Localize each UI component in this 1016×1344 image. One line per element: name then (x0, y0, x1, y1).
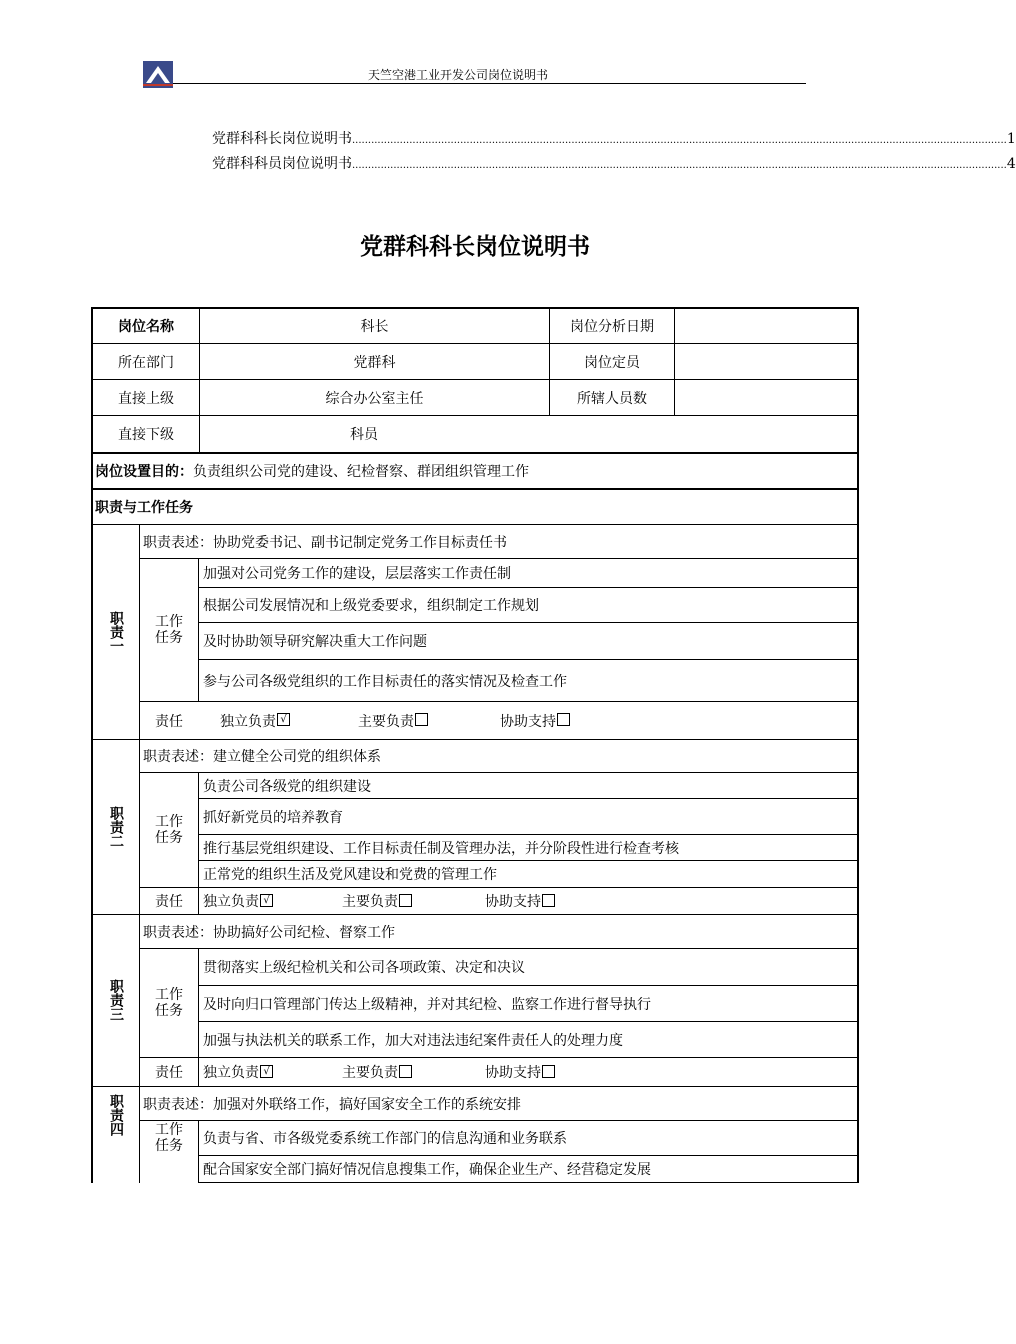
position-name-label: 岗位名称 (118, 319, 174, 335)
toc-page: 4 (1006, 156, 1016, 172)
duty-3-name: 职责三 (108, 979, 124, 1021)
superior-label: 直接上级 (118, 390, 174, 407)
superior-value: 综合办公室主任 (325, 390, 424, 407)
checkbox-checked-icon: √ (260, 1065, 273, 1078)
company-doc-title: 天竺空港工业开发公司岗位说明书 (368, 68, 549, 82)
headcount-value (675, 344, 857, 379)
duty-3-resp-label: 责任 (155, 1065, 183, 1081)
checkbox-icon (399, 894, 412, 907)
duty-1-name: 职责一 (108, 611, 124, 653)
staff-count-label: 所辖人员数 (577, 390, 647, 407)
duty-2-task-2: 抓好新党员的培养教育 (203, 809, 343, 826)
duty-2-assist-checkbox[interactable]: 协助支持 (485, 888, 605, 914)
toc-label: 党群科科长岗位说明书 (212, 131, 352, 147)
duty-1-task-4: 参与公司各级党组织的工作目标责任的落实情况及检查工作 (203, 673, 567, 690)
duty-2-work-tasks-label: 工作任务 (155, 814, 183, 846)
headcount-label: 岗位定员 (584, 354, 640, 371)
duty-1-independent-checkbox[interactable]: 独立负责 √ (220, 702, 340, 739)
page-title: 党群科科长岗位说明书 (360, 234, 590, 260)
mountain-logo-icon (143, 61, 173, 88)
duty-4-statement: 职责表述：加强对外联络工作，搞好国家安全工作的系统安排 (143, 1096, 521, 1113)
subordinate-value: 科员 (350, 427, 378, 443)
checkbox-icon (415, 713, 428, 726)
duty-2-main-checkbox[interactable]: 主要负责 (342, 888, 462, 914)
duty-4-name: 职责四 (108, 1094, 124, 1136)
analysis-date-value (675, 309, 857, 343)
duty-3-main-checkbox[interactable]: 主要负责 (342, 1058, 462, 1086)
subordinate-label: 直接下级 (118, 427, 174, 443)
department-value: 党群科 (353, 354, 396, 371)
checkbox-icon (399, 1065, 412, 1078)
toc-entry-2[interactable] (212, 153, 1016, 173)
staff-count-value (675, 380, 857, 415)
position-name-value: 科长 (360, 319, 389, 335)
duty-3-independent-checkbox[interactable]: 独立负责 √ (203, 1058, 323, 1086)
duty-2-task-3: 推行基层党组织建设、工作目标责任制及管理办法，并分阶段性进行检查考核 (203, 840, 679, 857)
checkbox-checked-icon: √ (277, 713, 290, 726)
duty-1-statement: 职责表述：协助党委书记、副书记制定党务工作目标责任书 (143, 534, 507, 551)
purpose-text: 负责组织公司党的建设、纪检督察、群团组织管理工作 (193, 464, 529, 480)
checkbox-checked-icon: √ (260, 894, 273, 907)
duty-1-task-1: 加强对公司党务工作的建设，层层落实工作责任制 (203, 566, 511, 582)
duty-2-task-1: 负责公司各级党的组织建设 (203, 778, 371, 795)
duty-3-task-2: 及时向归口管理部门传达上级精神，并对其纪检、监察工作进行督导执行 (203, 996, 651, 1013)
duty-3-task-3: 加强与执法机关的联系工作，加大对违法违纪案件责任人的处理力度 (203, 1032, 623, 1049)
duty-2-resp-label: 责任 (155, 894, 183, 910)
duty-3-task-1: 贯彻落实上级纪检机关和公司各项政策、决定和决议 (203, 960, 525, 976)
purpose-label: 岗位设置目的： (95, 464, 193, 480)
duty-4-work-tasks-label: 工作任务 (155, 1122, 183, 1154)
header-rule (173, 83, 806, 84)
duty-1-work-tasks-label: 工作任务 (155, 614, 183, 646)
duty-3-work-tasks-label: 工作任务 (155, 987, 183, 1019)
duty-4-task-1: 负责与省、市各级党委系统工作部门的信息沟通和业务联系 (203, 1131, 567, 1147)
duty-1-assist-checkbox[interactable]: 协助支持 (500, 702, 620, 739)
duty-1-task-3: 及时协助领导研究解决重大工作问题 (203, 634, 427, 650)
duty-1-main-checkbox[interactable]: 主要负责 (358, 702, 478, 739)
toc-dots: .............................................................................................................................................................................................................. (352, 135, 1007, 146)
duty-2-independent-checkbox[interactable]: 独立负责 √ (203, 888, 323, 914)
checkbox-icon (542, 894, 555, 907)
checkbox-icon (542, 1065, 555, 1078)
duty-4-task-2: 配合国家安全部门搞好情况信息搜集工作，确保企业生产、经营稳定发展 (203, 1162, 651, 1178)
duty-1-resp-label: 责任 (155, 713, 183, 730)
duty-2-name: 职责二 (108, 806, 124, 848)
duty-3-statement: 职责表述：协助搞好公司纪检、督察工作 (143, 924, 395, 941)
analysis-date-label: 岗位分析日期 (570, 319, 654, 335)
toc-page: 1 (1006, 131, 1016, 147)
checkbox-icon (557, 713, 570, 726)
duty-3-assist-checkbox[interactable]: 协助支持 (485, 1058, 605, 1086)
duty-2-task-4: 正常党的组织生活及党风建设和党费的管理工作 (203, 867, 497, 883)
purpose-row (95, 454, 855, 488)
toc-entry-1[interactable] (212, 128, 1016, 148)
duty-1-task-2: 根据公司发展情况和上级党委要求，组织制定工作规划 (203, 598, 539, 614)
toc-dots: .............................................................................................................................................................................................................. (352, 160, 1007, 171)
department-label: 所在部门 (118, 354, 174, 371)
toc-label: 党群科科员岗位说明书 (212, 156, 352, 172)
duties-header: 职责与工作任务 (95, 500, 193, 516)
duty-2-statement: 职责表述：建立健全公司党的组织体系 (143, 749, 381, 765)
